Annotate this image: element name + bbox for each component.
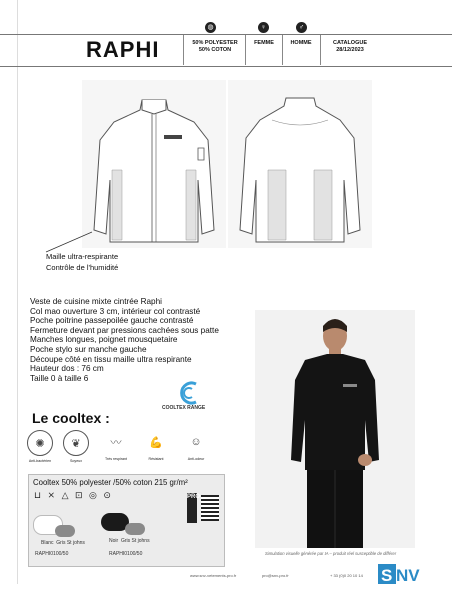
jacket-front-drawing xyxy=(82,80,226,248)
catalogue: CATALOGUE 28/12/2023 xyxy=(332,40,367,53)
header-divider xyxy=(320,35,321,65)
humidity-caption: Contrôle de l'humidité xyxy=(46,263,119,272)
ai-simulation-note: Simulation visuelle générée par IA – produit réel susceptible de différer xyxy=(265,551,397,556)
footer-phone: + 33 (0)0 20 10 14 xyxy=(330,573,363,578)
model-figure xyxy=(255,310,415,548)
gender-woman: FEMME xyxy=(254,40,274,46)
snv-logo xyxy=(378,562,430,584)
anti-odour-face-icon: ☺ xyxy=(190,436,202,448)
model-photo xyxy=(255,310,415,548)
feature-breathable: 〰 Très respirant xyxy=(96,430,136,461)
header-top-rule xyxy=(0,34,452,35)
woman-icon: ♀ xyxy=(258,22,269,33)
gender-man: HOMME xyxy=(290,40,312,46)
fabric-info-box xyxy=(28,474,225,567)
svg-text:NV: NV xyxy=(396,566,420,584)
feature-resistant: 💪 Résistant xyxy=(136,430,176,461)
description-line: Manches longues, poignet mousquetaire xyxy=(30,335,178,345)
feature-anti-odour: ☺ Anti-odeur xyxy=(176,430,216,461)
header-divider xyxy=(245,35,246,65)
color-ref: RAPHI0100/50 xyxy=(35,551,69,557)
product-title: RAPHI xyxy=(86,37,160,62)
jacket-back-drawing xyxy=(228,80,372,248)
description-line: Poche stylo sur manche gauche xyxy=(30,344,147,354)
description-line: Découpe côté en tissu maille ultra respirante xyxy=(30,354,192,364)
swatch-white-trim[interactable] xyxy=(55,525,75,537)
silky-icon: ❦ xyxy=(63,430,89,456)
cooltex-heading: Le cooltex : xyxy=(32,410,110,426)
qr-code-icon xyxy=(201,495,219,521)
care-symbols-icon: ⊔ ⨯ △ ⊡ ◎ ⊙ xyxy=(34,490,113,500)
mesh-caption: Maille ultra-respirante xyxy=(46,252,119,261)
header-divider xyxy=(183,35,184,65)
description-line: Taille 0 à taille 6 xyxy=(30,373,89,383)
pro-badge: PRO xyxy=(187,493,197,523)
fabric-icon: ◍ xyxy=(205,22,216,33)
footer-website[interactable]: www.snv-vetements-pro.fr xyxy=(190,573,237,578)
product-description xyxy=(30,297,219,383)
fabric-title: Cooltex 50% polyester /50% coton 215 gr/m² xyxy=(33,478,188,487)
antibacterial-icon: ✺ xyxy=(27,430,53,456)
feature-silky: ❦ Soyeux xyxy=(56,430,96,463)
jacket-back-illustration xyxy=(228,80,372,248)
color-ref: RAPHI0100/50 xyxy=(109,551,143,557)
color-label: Blanc Gris St johns xyxy=(41,540,85,546)
cooltex-logo-icon xyxy=(174,380,204,406)
header-divider xyxy=(282,35,283,65)
page-margin-line xyxy=(17,0,18,584)
feature-antibacterial: ✺ Anti-bactérien xyxy=(20,430,60,463)
header-bottom-rule xyxy=(0,66,452,67)
resistant-arm-icon: 💪 xyxy=(149,436,163,449)
composition: 50% POLYESTER 50% COTON xyxy=(192,40,238,53)
description-line: Hauteur dos : 76 cm xyxy=(30,364,104,374)
color-label: Noir Gris St johns xyxy=(109,538,150,544)
swatch-black-trim[interactable] xyxy=(125,523,145,535)
description-line: Poche poitrine passepoilée gauche contrasté xyxy=(30,316,194,326)
description-line: Col mao ouverture 3 cm, intérieur col contrasté xyxy=(30,306,201,316)
man-icon: ♂ xyxy=(296,22,307,33)
jacket-front-illustration xyxy=(82,80,226,248)
breathable-icon: 〰 xyxy=(110,437,122,449)
description-line: Fermeture devant par pressions cachées sous patte xyxy=(30,325,219,335)
svg-text:S: S xyxy=(381,566,393,584)
cooltex-range-label: COOLTEX RANGE xyxy=(162,405,206,411)
footer-email[interactable]: pro@snv-pro.fr xyxy=(262,573,289,578)
description-line: Veste de cuisine mixte cintrée Raphi xyxy=(30,297,162,306)
